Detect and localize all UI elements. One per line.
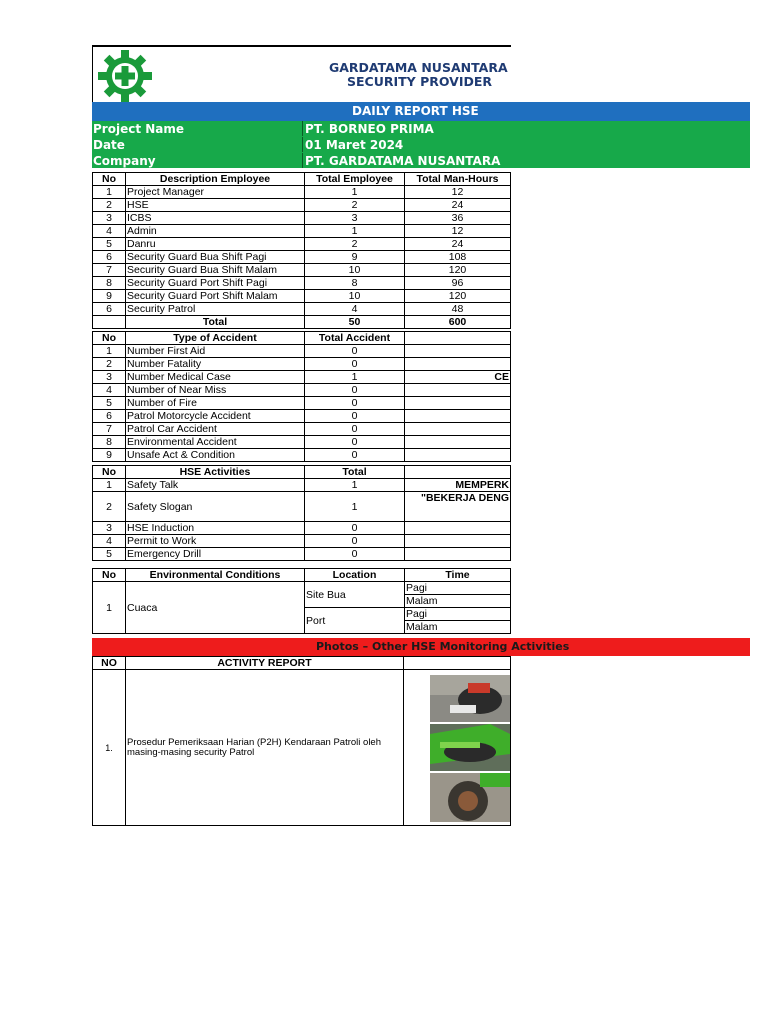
activity-row-cell: 0 xyxy=(305,548,405,561)
accident-row-cell: 0 xyxy=(305,384,405,397)
employee-row-cell: HSE xyxy=(126,199,305,212)
accident-row-cell: Number of Near Miss xyxy=(126,384,305,397)
activity-row-cell: 1 xyxy=(305,479,405,492)
employee-row xyxy=(93,212,511,225)
employee-total-row xyxy=(93,316,511,329)
accident-row-cell: 0 xyxy=(305,410,405,423)
project-info-block xyxy=(92,121,750,168)
accident-table xyxy=(92,331,511,462)
employee-row-cell: 9 xyxy=(305,251,405,264)
env-no: 1 xyxy=(93,582,126,634)
employee-row-cell: Security Guard Bua Shift Pagi xyxy=(126,251,305,264)
col-condition: Environmental Conditions xyxy=(126,569,305,582)
col-no: NO xyxy=(93,657,126,670)
accident-row xyxy=(93,423,511,436)
accident-row-cell: 3 xyxy=(93,371,126,384)
environment-header-row xyxy=(93,569,511,582)
accident-row-cell: 5 xyxy=(93,397,126,410)
env-time-cell: Pagi xyxy=(405,608,511,621)
accident-row-cell: Number First Aid xyxy=(126,345,305,358)
accident-row-cell: 1 xyxy=(305,371,405,384)
activities-table xyxy=(92,465,511,561)
col-no: No xyxy=(93,466,126,479)
employee-row-cell: Security Guard Bua Shift Malam xyxy=(126,264,305,277)
report-title: DAILY REPORT HSE xyxy=(352,104,479,118)
accident-row-cell: Number Medical Case xyxy=(126,371,305,384)
employee-row-cell: 4 xyxy=(93,225,126,238)
activity-row-cell: "BEKERJA DENG xyxy=(405,492,511,522)
accident-row-cell: 0 xyxy=(305,397,405,410)
employee-row-cell: Security Guard Port Shift Pagi xyxy=(126,277,305,290)
accident-row-cell: Unsafe Act & Condition xyxy=(126,449,305,462)
accident-row-cell xyxy=(405,449,511,462)
activity-report-header-row xyxy=(93,657,511,670)
activity-row-cell: HSE Induction xyxy=(126,522,305,535)
date-row xyxy=(92,137,750,152)
gear-cross-logo-icon xyxy=(95,49,155,101)
employee-row-cell: Security Patrol xyxy=(126,303,305,316)
accident-row-cell: 0 xyxy=(305,345,405,358)
employee-row-cell: ICBS xyxy=(126,212,305,225)
env-location-port: Port xyxy=(305,608,405,634)
employee-row xyxy=(93,238,511,251)
total-label: Total xyxy=(126,316,305,329)
col-description: Description Employee xyxy=(126,173,305,186)
accident-row xyxy=(93,436,511,449)
employee-row-cell: 120 xyxy=(405,290,511,303)
env-location-site-bua: Site Bua xyxy=(305,582,405,608)
employee-row xyxy=(93,199,511,212)
col-total: Total xyxy=(305,466,405,479)
employee-row-cell: 10 xyxy=(305,290,405,303)
accident-row xyxy=(93,410,511,423)
accident-row xyxy=(93,449,511,462)
accident-row-cell: 7 xyxy=(93,423,126,436)
activity-row xyxy=(93,479,511,492)
col-total-employee: Total Employee xyxy=(305,173,405,186)
activity-row xyxy=(93,522,511,535)
motorcycle-photo xyxy=(430,773,510,822)
col-man-hours: Total Man-Hours xyxy=(405,173,511,186)
company-row xyxy=(92,153,750,168)
col-time: Time xyxy=(405,569,511,582)
environment-table xyxy=(92,568,511,634)
employee-row-cell: 2 xyxy=(93,199,126,212)
col-activity: HSE Activities xyxy=(126,466,305,479)
employee-row-cell: 2 xyxy=(305,199,405,212)
accident-row-cell: CE xyxy=(405,371,511,384)
activities-header-row xyxy=(93,466,511,479)
employee-row-cell: Admin xyxy=(126,225,305,238)
employee-row-cell: 48 xyxy=(405,303,511,316)
employee-row-cell: 7 xyxy=(93,264,126,277)
accident-row-cell xyxy=(405,384,511,397)
employee-row-cell: 36 xyxy=(405,212,511,225)
employee-row-cell: 6 xyxy=(93,251,126,264)
accident-row-cell: Environmental Accident xyxy=(126,436,305,449)
accident-row-cell xyxy=(405,410,511,423)
employee-row-cell: 10 xyxy=(305,264,405,277)
employee-row-cell: 12 xyxy=(405,225,511,238)
activity-row xyxy=(93,492,511,522)
employee-row xyxy=(93,225,511,238)
activity-row-cell: 0 xyxy=(305,535,405,548)
accident-row xyxy=(93,345,511,358)
accident-row xyxy=(93,371,511,384)
employee-row xyxy=(93,264,511,277)
company-value: PT. GARDATAMA NUSANTARA xyxy=(305,154,501,168)
activity-row xyxy=(93,548,511,561)
activity-row xyxy=(93,535,511,548)
accident-row-cell: 0 xyxy=(305,436,405,449)
company-name-line2: SECURITY PROVIDER xyxy=(347,74,493,89)
employee-row xyxy=(93,251,511,264)
employee-row-cell: 120 xyxy=(405,264,511,277)
employee-row-cell: Danru xyxy=(126,238,305,251)
employee-row-cell: 24 xyxy=(405,199,511,212)
employee-row xyxy=(93,303,511,316)
project-row xyxy=(92,121,750,136)
employee-table xyxy=(92,172,511,329)
activity-row-cell: 3 xyxy=(93,522,126,535)
activity-row-cell: Safety Slogan xyxy=(126,492,305,522)
employee-row-cell: 108 xyxy=(405,251,511,264)
project-value: PT. BORNEO PRIMA xyxy=(305,122,434,136)
activity-row-cell: 1 xyxy=(305,492,405,522)
accident-row-cell: 8 xyxy=(93,436,126,449)
accident-row-cell: 0 xyxy=(305,423,405,436)
total-hours: 600 xyxy=(405,316,511,329)
employee-row-cell: 1 xyxy=(93,186,126,199)
activity-row-cell: 1 xyxy=(93,479,126,492)
accident-row-cell: 0 xyxy=(305,449,405,462)
accident-row xyxy=(93,358,511,371)
employee-row xyxy=(93,186,511,199)
employee-row-cell: 5 xyxy=(93,238,126,251)
employee-row-cell: Security Guard Port Shift Malam xyxy=(126,290,305,303)
env-time-cell: Malam xyxy=(405,595,511,608)
activity-row-cell: 2 xyxy=(93,492,126,522)
accident-row-cell: Patrol Car Accident xyxy=(126,423,305,436)
project-label: Project Name xyxy=(93,122,185,136)
accident-row-cell xyxy=(405,436,511,449)
accident-row-cell xyxy=(405,397,511,410)
employee-row-cell: 12 xyxy=(405,186,511,199)
employee-row-cell: 9 xyxy=(93,290,126,303)
employee-row-cell: 1 xyxy=(305,186,405,199)
employee-row xyxy=(93,290,511,303)
col-no: No xyxy=(93,332,126,345)
company-label: Company xyxy=(93,154,156,168)
photos-title-bar xyxy=(92,638,750,656)
col-total-accident: Total Accident xyxy=(305,332,405,345)
total-employee: 50 xyxy=(305,316,405,329)
accident-row xyxy=(93,384,511,397)
photos-title: Photos – Other HSE Monitoring Activities xyxy=(316,640,570,653)
activity-row-cell: 4 xyxy=(93,535,126,548)
col-location: Location xyxy=(305,569,405,582)
employee-row-cell: 96 xyxy=(405,277,511,290)
employee-row xyxy=(93,277,511,290)
activity-row-cell: 0 xyxy=(305,522,405,535)
employee-row-cell: 1 xyxy=(305,225,405,238)
activity-row-cell: Permit to Work xyxy=(126,535,305,548)
env-time-cell: Malam xyxy=(405,621,511,634)
environment-row xyxy=(93,582,511,595)
employee-row-cell: 3 xyxy=(93,212,126,225)
employee-row-cell: 8 xyxy=(305,277,405,290)
accident-row-cell xyxy=(405,358,511,371)
accident-row-cell: 1 xyxy=(93,345,126,358)
col-no: No xyxy=(93,569,126,582)
accident-row-cell: Patrol Motorcycle Accident xyxy=(126,410,305,423)
env-time-cell: Pagi xyxy=(405,582,511,595)
accident-row-cell: 0 xyxy=(305,358,405,371)
accident-row-cell: Number of Fire xyxy=(126,397,305,410)
activity-row-cell xyxy=(405,522,511,535)
accident-row-cell: 9 xyxy=(93,449,126,462)
accident-header-row xyxy=(93,332,511,345)
activity-row-cell: Safety Talk xyxy=(126,479,305,492)
col-no: No xyxy=(93,173,126,186)
activity-row-cell: 5 xyxy=(93,548,126,561)
report-title-bar xyxy=(92,102,750,121)
accident-row xyxy=(93,397,511,410)
activity-row-cell xyxy=(405,535,511,548)
activity-row-cell: MEMPERK xyxy=(405,479,511,492)
company-name-line1: GARDATAMA NUSANTARA xyxy=(329,60,508,75)
date-label: Date xyxy=(93,138,125,152)
accident-row-cell: 2 xyxy=(93,358,126,371)
employee-row-cell: 4 xyxy=(305,303,405,316)
motorcycle-photo xyxy=(430,675,510,722)
activity-row-cell: Emergency Drill xyxy=(126,548,305,561)
company-name xyxy=(329,61,511,89)
report-no: 1. xyxy=(93,670,126,826)
env-condition: Cuaca xyxy=(126,582,305,634)
employee-row-cell: 3 xyxy=(305,212,405,225)
col-activity-report: ACTIVITY REPORT xyxy=(126,657,404,670)
col-type: Type of Accident xyxy=(126,332,305,345)
accident-row-cell xyxy=(405,345,511,358)
employee-row-cell: 6 xyxy=(93,303,126,316)
activity-row-cell xyxy=(405,548,511,561)
motorcycle-photo xyxy=(430,724,510,771)
accident-row-cell: Number Fatality xyxy=(126,358,305,371)
employee-row-cell: 8 xyxy=(93,277,126,290)
report-header xyxy=(92,45,511,103)
employee-row-cell: 2 xyxy=(305,238,405,251)
accident-row-cell: 6 xyxy=(93,410,126,423)
employee-header-row xyxy=(93,173,511,186)
accident-row-cell xyxy=(405,423,511,436)
report-text: Prosedur Pemeriksaan Harian (P2H) Kendaraan Patroli oleh masing-masing security Patrol xyxy=(126,670,404,826)
employee-row-cell: 24 xyxy=(405,238,511,251)
date-value: 01 Maret 2024 xyxy=(305,138,404,152)
accident-row-cell: 4 xyxy=(93,384,126,397)
employee-row-cell: Project Manager xyxy=(126,186,305,199)
